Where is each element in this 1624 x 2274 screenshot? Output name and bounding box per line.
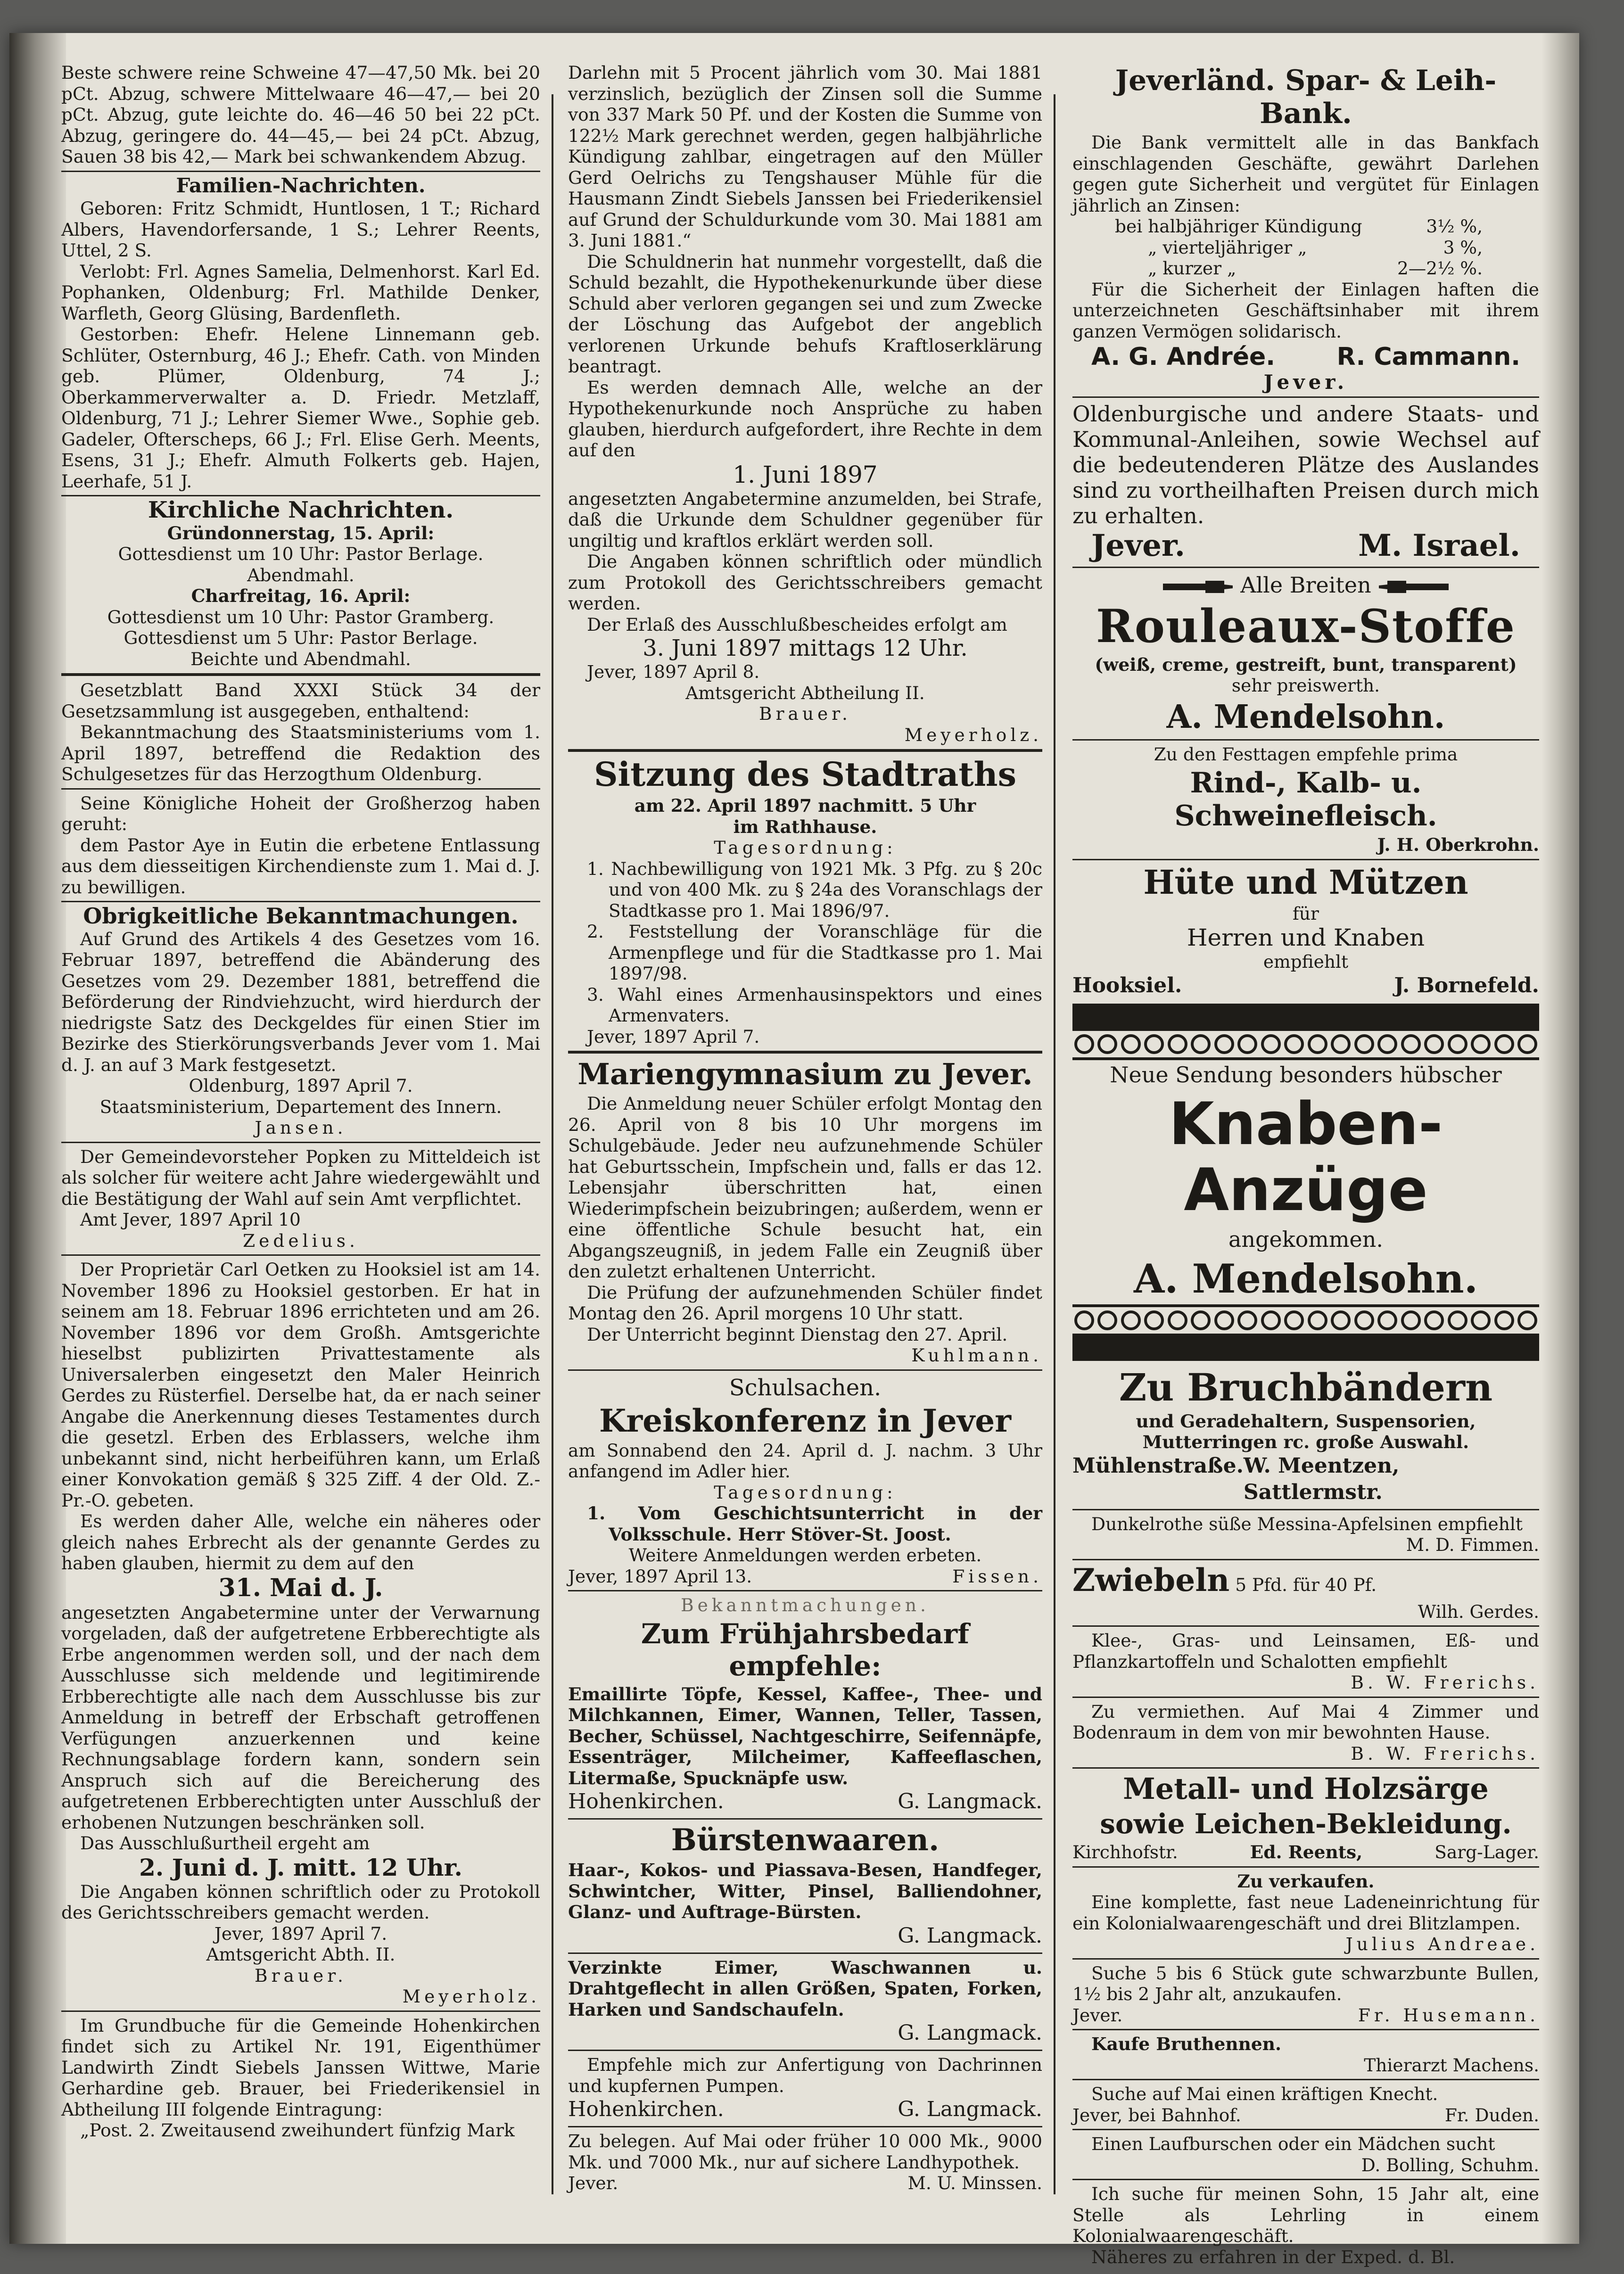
market-report: Beste schwere reine Schweine 47—47,50 Mk. bei 20 pCt. Abzug, schwere Mittelwaare 46—47,— bei 20 pCt. Abzug, gute leichte do. 46—46 50 bei 22 pCt. Abzug, geringere do. 44—45,— bei 24 pCt. Abzug, Sauen 38 bis 42,— Mark bei schwankendem Abzug. — [61, 62, 540, 167]
gymnasium-text-1: Die Anmeldung neuer Schüler erfolgt Montag den 26. April von 8 bis 10 Uhr morgens im Schulgebäude. Jeder neu aufzunehmende Schüler hat Geburtsschein, Impfschein und, falls er das 12. Lebensjahr überschritten hat, einen Wiederimpfschein beizubringen; außerdem, wenn er eine öffentliche Schule besucht hat, ein Abgangszeugniß, in jedem Falle ein Zeugniß über den zuletzt erhaltenen Unterricht. — [568, 1093, 1042, 1282]
verkaufen-name: Julius Andreae. — [1345, 1934, 1539, 1954]
israel-place: Jever. — [1091, 527, 1186, 563]
announcement-popken-date: Amt Jever, 1897 April 10 — [80, 1209, 301, 1230]
fleisch-pre: Zu den Festtagen empfehle prima — [1154, 743, 1458, 765]
huete-merchant: J. Bornefeld. — [1394, 973, 1539, 997]
rouleaux-pre: Alle Breiten — [1240, 572, 1371, 598]
dachrinnen-text: Empfehle mich zur Anfertigung von Dachrinnen und kupfernen Pumpen. — [568, 2054, 1042, 2096]
church-service-2: Abendmahl. — [247, 564, 354, 585]
stadtrat-signed-date: Jever, 1897 April 7. — [587, 1026, 760, 1047]
kreiskonferenz-place-date: Jever, 1897 April 13. — [568, 1565, 752, 1587]
grundbuch-entry: „Post. 2. Zweitausend zweihundert fünfzig Mark — [80, 2120, 515, 2141]
stadtrat-place: im Rathhause. — [733, 816, 877, 837]
dachrinnen-place: Hohenkirchen. — [568, 2097, 724, 2121]
church-day-1: Gründonnerstag, 15. April: — [167, 522, 435, 544]
lehrling-text: Ich suche für meinen Sohn, 15 Jahr alt, eine Stelle als Lehrling in einem Kolonialwaarengeschäft. — [1072, 2183, 1539, 2246]
announcement-oetken-date: 31. Mai d. J. — [218, 1573, 383, 1602]
ornament-bar-bottom — [1072, 1336, 1539, 1361]
bank-text: Die Bank vermittelt alle in das Bankfach einschlagenden Geschäfte, gewährt Darlehen gegen gute Sicherheit und vergütet für Einlagen jährlich an Zinsen: — [1072, 132, 1539, 216]
announcement-oetken-e: Die Angaben können schriftlich oder zu Protokoll des Gerichtsschreibers gemacht werden. — [61, 1881, 540, 1923]
rouleaux-merchant: A. Mendelsohn. — [1166, 698, 1445, 736]
official-announcements-heading: Obrigkeitliche Bekanntmachungen. — [83, 903, 519, 929]
gymnasium-signer: Kuhlmann. — [911, 1345, 1042, 1366]
stadtrat-item-1: 1. Nachbewilligung von 1921 Mk. 3 Pfg. zu § 20c und von 400 Mk. zu § 24a des Voranschlags der Stadtkasse pro 1. Mai 1896/97. — [587, 858, 1042, 921]
bullen-name: Fr. Husemann. — [1358, 2004, 1539, 2026]
bekanntmachungen-heading: Bekanntmachungen. — [681, 1595, 930, 1615]
zwiebeln-merchant: Wilh. Gerdes. — [1418, 1601, 1539, 1622]
royal-notice: Seine Königliche Hoheit der Großherzog haben geruht: — [61, 792, 540, 834]
announcement-popken: Der Gemeindevorsteher Popken zu Mitteldeich ist als solcher für weitere acht Jahre wiedergewählt und die Bestätigung der Wahl auf sein Amt verpflichtet. — [61, 1146, 540, 1209]
bruch-merchant: W. Meentzen, Sattlermstr. — [1243, 1453, 1400, 1504]
mortgage-judge: Brauer. — [759, 703, 851, 724]
saerge-heading: Metall- und Holzsärge — [1123, 1771, 1489, 1806]
verkaufen-text: Eine komplette, fast neue Ladeneinrichtung für ein Kolonialwaarengeschäft und drei Blitzlampen. — [1072, 1892, 1539, 1934]
bank-rate-3-label: „ kurzer „ — [1148, 258, 1237, 279]
pointing-hand-left-icon — [1378, 579, 1449, 595]
fruehjahr-text: Emaillirte Töpfe, Kessel, Kaffee-, Thee- und Milchkannen, Eimer, Wannen, Teller, Tassen, Becher, Schüssel, Nachtgeschirre, Seifennäpfe, Essenträger, Milcheimer, Kaffeeflaschen, Litermaße, Spucknäpfe usw. — [568, 1683, 1042, 1788]
column-left — [61, 62, 540, 2205]
saerge-heading-2: sowie Leichen-Bekleidung. — [1100, 1808, 1512, 1840]
buersten-heading: Bürstenwaaren. — [671, 1822, 940, 1858]
family-engagements: Verlobt: Frl. Agnes Samelia, Delmenhorst. Karl Ed. Pophanken, Oldenburg; Frl. Mathilde Denker, Warfleth, Georg Glüsing, Bardenfleth. — [61, 261, 540, 324]
saerge-tail: Sarg-Lager. — [1434, 1842, 1539, 1862]
mortgage-continued: Darlehn mit 5 Procent jährlich vom 30. Mai 1881 verzinslich, bezüglich der Zinsen soll die Summe von 337 Mark 50 Pf. und der Kosten die Summe von 122½ Mark gerechnet werden, gegen halbjährliche Kündigung zahlbar, eingetragen auf den Müller Gerd Oelrichs zu Tengshauser Mühle für die Hausmann Zindt Siebels Janssen bei Friederikensiel auf Grund der Schuldurkunde vom 30. Mai 1881 am 3. Juni 1881.“ — [568, 62, 1042, 251]
schulsachen-heading: Schulsachen. — [729, 1374, 882, 1401]
verkaufen-heading: Zu verkaufen. — [1237, 1870, 1375, 1892]
fleisch-heading: Rind-, Kalb- u. Schweinefleisch. — [1174, 766, 1437, 832]
grundbuch-notice: Im Grundbuche für die Gemeinde Hohenkirchen findet sich zu Artikel Nr. 191, Eigenthümer Landwirth Zindt Siebels Janssen Wittwe, Marie Gerhardine geb. Brauer, bei Friederikensiel in Abtheilung III folgende Eintragung: — [61, 2015, 540, 2120]
bullen-place: Jever. — [1072, 2004, 1123, 2026]
huete-empfiehlt: empfiehlt — [1263, 951, 1349, 972]
huete-sub: Herren und Knaben — [1187, 924, 1425, 951]
announcement-oetken-d: Das Ausschlußurtheil ergeht am — [80, 1833, 370, 1854]
fleisch-merchant: J. H. Oberkrohn. — [1377, 834, 1539, 855]
israel-name: M. Israel. — [1358, 527, 1520, 563]
mortgage-text-4: angesetzten Angabetermine anzumelden, bei Strafe, daß die Urkunde dem Schuldner gegenüber für ungiltig und kraftlos erklärt werden soll. — [568, 488, 1042, 551]
family-deaths: Gestorben: Ehefr. Helene Linnemann geb. Schlüter, Osternburg, 46 J.; Ehefr. Cath. von Minden geb. Plümer, Oldenburg, 74 J.; Oberkammerverwalter a. D. Friedr. Metzlaff, Oldenburg, 71 J.; Lehrer Siemer Wwe., Sophie geb. Gadeler, Ofterscheps, 66 J.; Frl. Elise Gerh. Meents, Esens, 31 J.; Ehefr. Almuth Folkerts geb. Hajen, Leerhafe, 51 J. — [61, 324, 540, 492]
announcement-oetken: Der Proprietär Carl Oetken zu Hooksiel ist am 14. November 1896 zu Hooksiel gestorben. Er hat in seinem am 18. Februar 1896 errichteten und am 26. November 1896 vor dem Großh. Amtsgerichte hieselbst publizirten Privattestamente als Universalerben eingesetzt den Maler Heinrich Gerdes zu Rüsterfiel. Derselbe hat, da er nach seiner Angabe die Anerkennung dieses Testamentes durch die gesetzl. Erben des Erblassers, welche ihm unbekannt sind, nicht herbeiführen kann, um Erlaß einer Konvokation gemäß § 325 Ziff. 4 der Old. Z.-Pr.-O. gebeten. — [61, 1259, 540, 1511]
kreiskonferenz-date: am Sonnabend den 24. April d. J. nachm. 3 Uhr anfangend im Adler hier. — [568, 1440, 1042, 1482]
church-service-5: Beichte und Abendmahl. — [190, 648, 411, 669]
buersten-text: Haar-, Kokos- und Piassava-Besen, Handfeger, Schwintcher, Witter, Pinsel, Balliendohner, Glanz- und Auftrage-Bürsten. — [568, 1860, 1042, 1922]
church-service-1: Gottesdienst um 10 Uhr: Pastor Berlage. — [118, 544, 484, 564]
bank-rate-1-label: bei halbjähriger Kündigung — [1115, 216, 1362, 237]
bank-place: Jever. — [1263, 371, 1348, 394]
mortgage-court: Amtsgericht Abtheilung II. — [685, 682, 925, 703]
zwiebeln-price: 5 Pfd. für 40 Pf. — [1235, 1574, 1377, 1595]
mortgage-date-2: 3. Juni 1897 mittags 12 Uhr. — [643, 635, 968, 661]
huete-heading: Hüte und Mützen — [1143, 862, 1468, 902]
gesetzblatt-content: Bekanntmachung des Staatsministeriums vom 1. April 1897, betreffend die Redaktion des Schulgesetzes für das Herzogthum Oldenburg. — [61, 722, 540, 784]
mortgage-text-6: Der Erlaß des Ausschlußbescheides erfolgt am — [587, 614, 1007, 635]
newspaper-page — [9, 33, 1579, 2267]
lehrling-text-2: Näheres zu erfahren in der Exped. d. Bl. — [1091, 2246, 1455, 2267]
church-news-heading: Kirchliche Nachrichten. — [148, 497, 454, 523]
eimer-name: G. Langmack. — [898, 2021, 1042, 2045]
kreiskonferenz-item-1: 1. Vom Geschichtsunterricht in der Volksschule. Herr Stöver-St. Joost. — [587, 1503, 1042, 1545]
kreiskonferenz-agenda-label: Tagesordnung: — [714, 1482, 897, 1503]
announcement-deckgeld-sig: Staatsministerium, Departement des Innern. — [99, 1096, 502, 1117]
ornament-bar-top — [1072, 1004, 1539, 1028]
gymnasium-text-3: Der Unterricht beginnt Dienstag den 27. April. — [587, 1324, 1008, 1345]
knecht-place: Jever, bei Bahnhof. — [1072, 2104, 1241, 2126]
knecht-name: Fr. Duden. — [1444, 2104, 1539, 2126]
column-right — [1072, 62, 1539, 2267]
knaben-pre: Neue Sendung besonders hübscher — [1110, 1062, 1502, 1088]
column-rule-2 — [1054, 94, 1055, 2194]
announcement-oetken-date2: 2. Juni d. J. mitt. 12 Uhr. — [139, 1853, 462, 1881]
israel-text: Oldenburgische und andere Staats- und Kommunal-Anleihen, sowie Wechsel auf die bedeutenderen Plätze des Auslandes sind zu vortheilhaften Preisen durch mich zu erhalten. — [1072, 401, 1539, 528]
kreiskonferenz-heading: Kreiskonferenz in Jever — [599, 1402, 1012, 1439]
book-spine-shadow — [9, 33, 66, 2244]
bank-signer-1: A. G. Andrée. — [1091, 343, 1276, 371]
buersten-name: G. Langmack. — [898, 1923, 1042, 1948]
rouleaux-heading: Rouleaux-Stoffe — [1096, 599, 1516, 653]
knaben-arrived: angekommen. — [1228, 1226, 1383, 1252]
ornament-rings-2 — [1072, 1304, 1539, 1336]
announcement-oetken-place: Jever, 1897 April 7. — [214, 1923, 387, 1944]
bank-rate-3-value: 2—2½ %. — [1397, 258, 1483, 279]
mortgage-date-1: 1. Juni 1897 — [733, 461, 878, 488]
pointing-hand-right-icon — [1163, 579, 1234, 595]
huete-place: Hooksiel. — [1072, 973, 1182, 997]
fruehjahr-place: Hohenkirchen. — [568, 1789, 724, 1813]
announcement-deckgeld-name: Jansen. — [255, 1117, 347, 1138]
bank-text-2: Für die Sicherheit der Einlagen haften die unterzeichneten Geschäftsinhaber mit ihrem ganzen Vermögen solidarisch. — [1072, 279, 1539, 342]
gesetzblatt-notice: Gesetzblatt Band XXXI Stück 34 der Gesetzsammlung ist ausgegeben, enthaltend: — [61, 680, 540, 722]
announcement-oetken-b: Es werden daher Alle, welche ein näheres oder gleich nahes Erbrecht als der genannte Gerdes zu haben glauben, hiermit zu dem auf den — [61, 1511, 540, 1574]
bruthennen-text: Kaufe Bruthennen. — [1091, 2034, 1282, 2054]
rouleaux-sub: (weiß, creme, gestreift, bunt, transparent) — [1095, 654, 1517, 675]
church-day-2: Charfreitag, 16. April: — [191, 585, 411, 606]
mortgage-text-3: Es werden demnach Alle, welche an der Hypothekenurkunde noch Ansprüche zu haben glauben, hierdurch aufgefordert, ihre Rechte in dem auf den — [568, 377, 1042, 461]
saat-text: Klee-, Gras- und Leinsamen, Eß- und Pflanzkartoffeln und Schalotten empfiehlt — [1072, 1630, 1539, 1672]
announcement-oetken-c: angesetzten Angabetermine unter der Verwarnung vorgeladen, daß der aufgetretene Erbberechtigte als Erbe angenommen werden soll, und der nach dem Ausschlusse sich meldende und legitimirende Erbberechtigte alle nach dem Ausschlusse bis zur Anmeldung in betreff der Erbschaft getroffenen Verfügungen anzuerkennen und keine Rechnungsablage fordern kann, sondern sein Anspruch sich auf die Bereicherung des aufgetretenen Erbberechtigten unter Ausschluß der erhobenen Nutzungen beschränken soll. — [61, 1602, 540, 1833]
laufbursche-name: D. Bolling, Schuhm. — [1361, 2154, 1539, 2175]
saerge-place: Kirchhofstr. — [1072, 1842, 1178, 1862]
announcement-deckgeld: Auf Grund des Artikels 4 des Gesetzes vom 16. Februar 1897, betreffend die Abänderung des Gesetzes vom 29. Dezember 1881, betreffend die Beförderung der Rindviehzucht, wird hierdurch der niedrigste Satz des Deckgeldes für einen Stier im Bezirke des Stierkörungsverbands Jever vom 1. Mai d. J. an auf 3 Mark festgesetzt. — [61, 928, 540, 1075]
mortgage-text-2: Die Schuldnerin hat nunmehr vorgestellt, daß die Schuld bezahlt, die Hypothekenurkunde über diese Schuld aber verloren gegangen sei und zum Zwecke der Löschung das Aufgebot der angeblich verlorenen Urkunde behufs Kraftloserklärung beantragt. — [568, 251, 1042, 377]
bruch-place: Mühlenstraße. — [1072, 1453, 1244, 1478]
gymnasium-text-2: Die Prüfung der aufzunehmenden Schüler findet Montag den 26. April morgens 10 Uhr statt. — [568, 1282, 1042, 1324]
kreiskonferenz-more: Weitere Anmeldungen werden erbeten. — [628, 1545, 982, 1565]
stadtrat-agenda-label: Tagesordnung: — [714, 837, 897, 858]
family-births: Geboren: Fritz Schmidt, Huntlosen, 1 T.; Richard Albers, Havendorfersande, 1 S.; Lehrer Reents, Uttel, 2 S. — [61, 198, 540, 261]
mortgage-text-5: Die Angaben können schriftlich oder mündlich zum Protokoll des Gerichtsschreibers gemacht werden. — [568, 551, 1042, 614]
huete-fur: für — [1293, 903, 1319, 924]
saerge-merchant: Ed. Reents, — [1250, 1842, 1363, 1862]
apfelsinen-text: Dunkelrothe süße Messina-Apfelsinen empfiehlt — [1091, 1513, 1523, 1534]
fruehjahr-name: G. Langmack. — [898, 1789, 1042, 1813]
belegen-name: M. U. Minssen. — [907, 2173, 1042, 2193]
church-service-3: Gottesdienst um 10 Uhr: Pastor Gramberg. — [107, 606, 495, 627]
page-edge — [1542, 33, 1579, 2244]
announcement-deckgeld-date: Oldenburg, 1897 April 7. — [189, 1075, 413, 1096]
bruch-heading: Zu Bruchbändern — [1119, 1365, 1493, 1409]
mortgage-clerk: Meyerholz. — [904, 724, 1042, 745]
stadtrat-item-2: 2. Feststellung der Voranschläge für die Armenpflege und für die Stadtkasse pro 1. Mai 1897/98. — [587, 921, 1042, 984]
bullen-text: Suche 5 bis 6 Stück gute schwarzbunte Bullen, 1½ bis 2 Jahr alt, anzukaufen. — [1072, 1962, 1539, 2004]
ornament-rings-1 — [1072, 1028, 1539, 1060]
kreiskonferenz-signer: Fissen. — [952, 1565, 1042, 1587]
laufbursche-text: Einen Laufburschen oder ein Mädchen sucht — [1091, 2134, 1495, 2154]
bank-heading: Jeverländ. Spar- & Leih-Bank. — [1115, 64, 1497, 130]
stadtrat-date: am 22. April 1897 nachmitt. 5 Uhr — [634, 795, 976, 816]
announcement-popken-name: Zedelius. — [243, 1230, 359, 1251]
knaben-heading: Knaben-Anzüge — [1169, 1090, 1443, 1224]
stadtrat-item-3: 3. Wahl eines Armenhausinspektors und eines Armenvaters. — [587, 984, 1042, 1026]
announcement-oetken-clerk: Meyerholz. — [402, 1986, 540, 2007]
apfelsinen-merchant: M. D. Fimmen. — [1406, 1534, 1539, 1555]
column-rule-1 — [552, 94, 553, 2194]
bank-rate-1-value: 3½ %, — [1426, 216, 1483, 237]
stadtrat-heading: Sitzung des Stadtraths — [594, 755, 1016, 794]
bank-rate-2-label: „ vierteljähriger „ — [1148, 237, 1307, 258]
bank-rate-2-value: 3 %, — [1443, 237, 1483, 258]
saat-merchant: B. W. Frerichs. — [1351, 1672, 1539, 1693]
eimer-text: Verzinkte Eimer, Waschwannen u. Drahtgeflecht in allen Größen, Spaten, Forken, Harken und Sandschaufeln. — [568, 1957, 1042, 2020]
knaben-merchant: A. Mendelsohn. — [1134, 1255, 1478, 1302]
church-service-4: Gottesdienst um 5 Uhr: Pastor Berlage. — [124, 627, 478, 648]
bank-signer-2: R. Cammann. — [1336, 343, 1520, 371]
announcement-oetken-judge: Brauer. — [255, 1965, 347, 1986]
belegen-text: Zu belegen. Auf Mai oder früher 10 000 Mk., 9000 Mk. und 7000 Mk., nur auf sichere Landhypothek. — [568, 2131, 1042, 2173]
rouleaux-price: sehr preiswerth. — [1231, 675, 1380, 696]
vermiethen-merchant: B. W. Frerichs. — [1351, 1743, 1539, 1764]
mortgage-place: Jever, 1897 April 8. — [587, 661, 760, 682]
family-news-heading: Familien-Nachrichten. — [176, 173, 426, 197]
bruch-text: und Geradehaltern, Suspensorien, Mutterringen rc. große Auswahl. — [1136, 1410, 1476, 1452]
bruthennen-name: Thierarzt Machens. — [1364, 2054, 1539, 2076]
dachrinnen-name: G. Langmack. — [898, 2097, 1042, 2121]
belegen-place: Jever. — [568, 2173, 618, 2193]
gymnasium-heading: Mariengymnasium zu Jever. — [577, 1057, 1033, 1091]
vermiethen-text: Zu vermiethen. Auf Mai 4 Zimmer und Bodenraum in dem von mir bewohnten Hause. — [1072, 1701, 1539, 1743]
zwiebeln-heading: Zwiebeln — [1072, 1561, 1230, 1598]
royal-notice-content: dem Pastor Aye in Eutin die erbetene Entlassung aus dem diesseitigen Kirchendienste zum 1. Mai d. J. zu bewilligen. — [61, 834, 540, 898]
column-middle — [568, 62, 1042, 2205]
fruehjahr-heading: Zum Frühjahrsbedarf empfehle: — [641, 1617, 970, 1682]
announcement-oetken-court: Amtsgericht Abth. II. — [206, 1944, 396, 1965]
knecht-text: Suche auf Mai einen kräftigen Knecht. — [1091, 2084, 1438, 2104]
